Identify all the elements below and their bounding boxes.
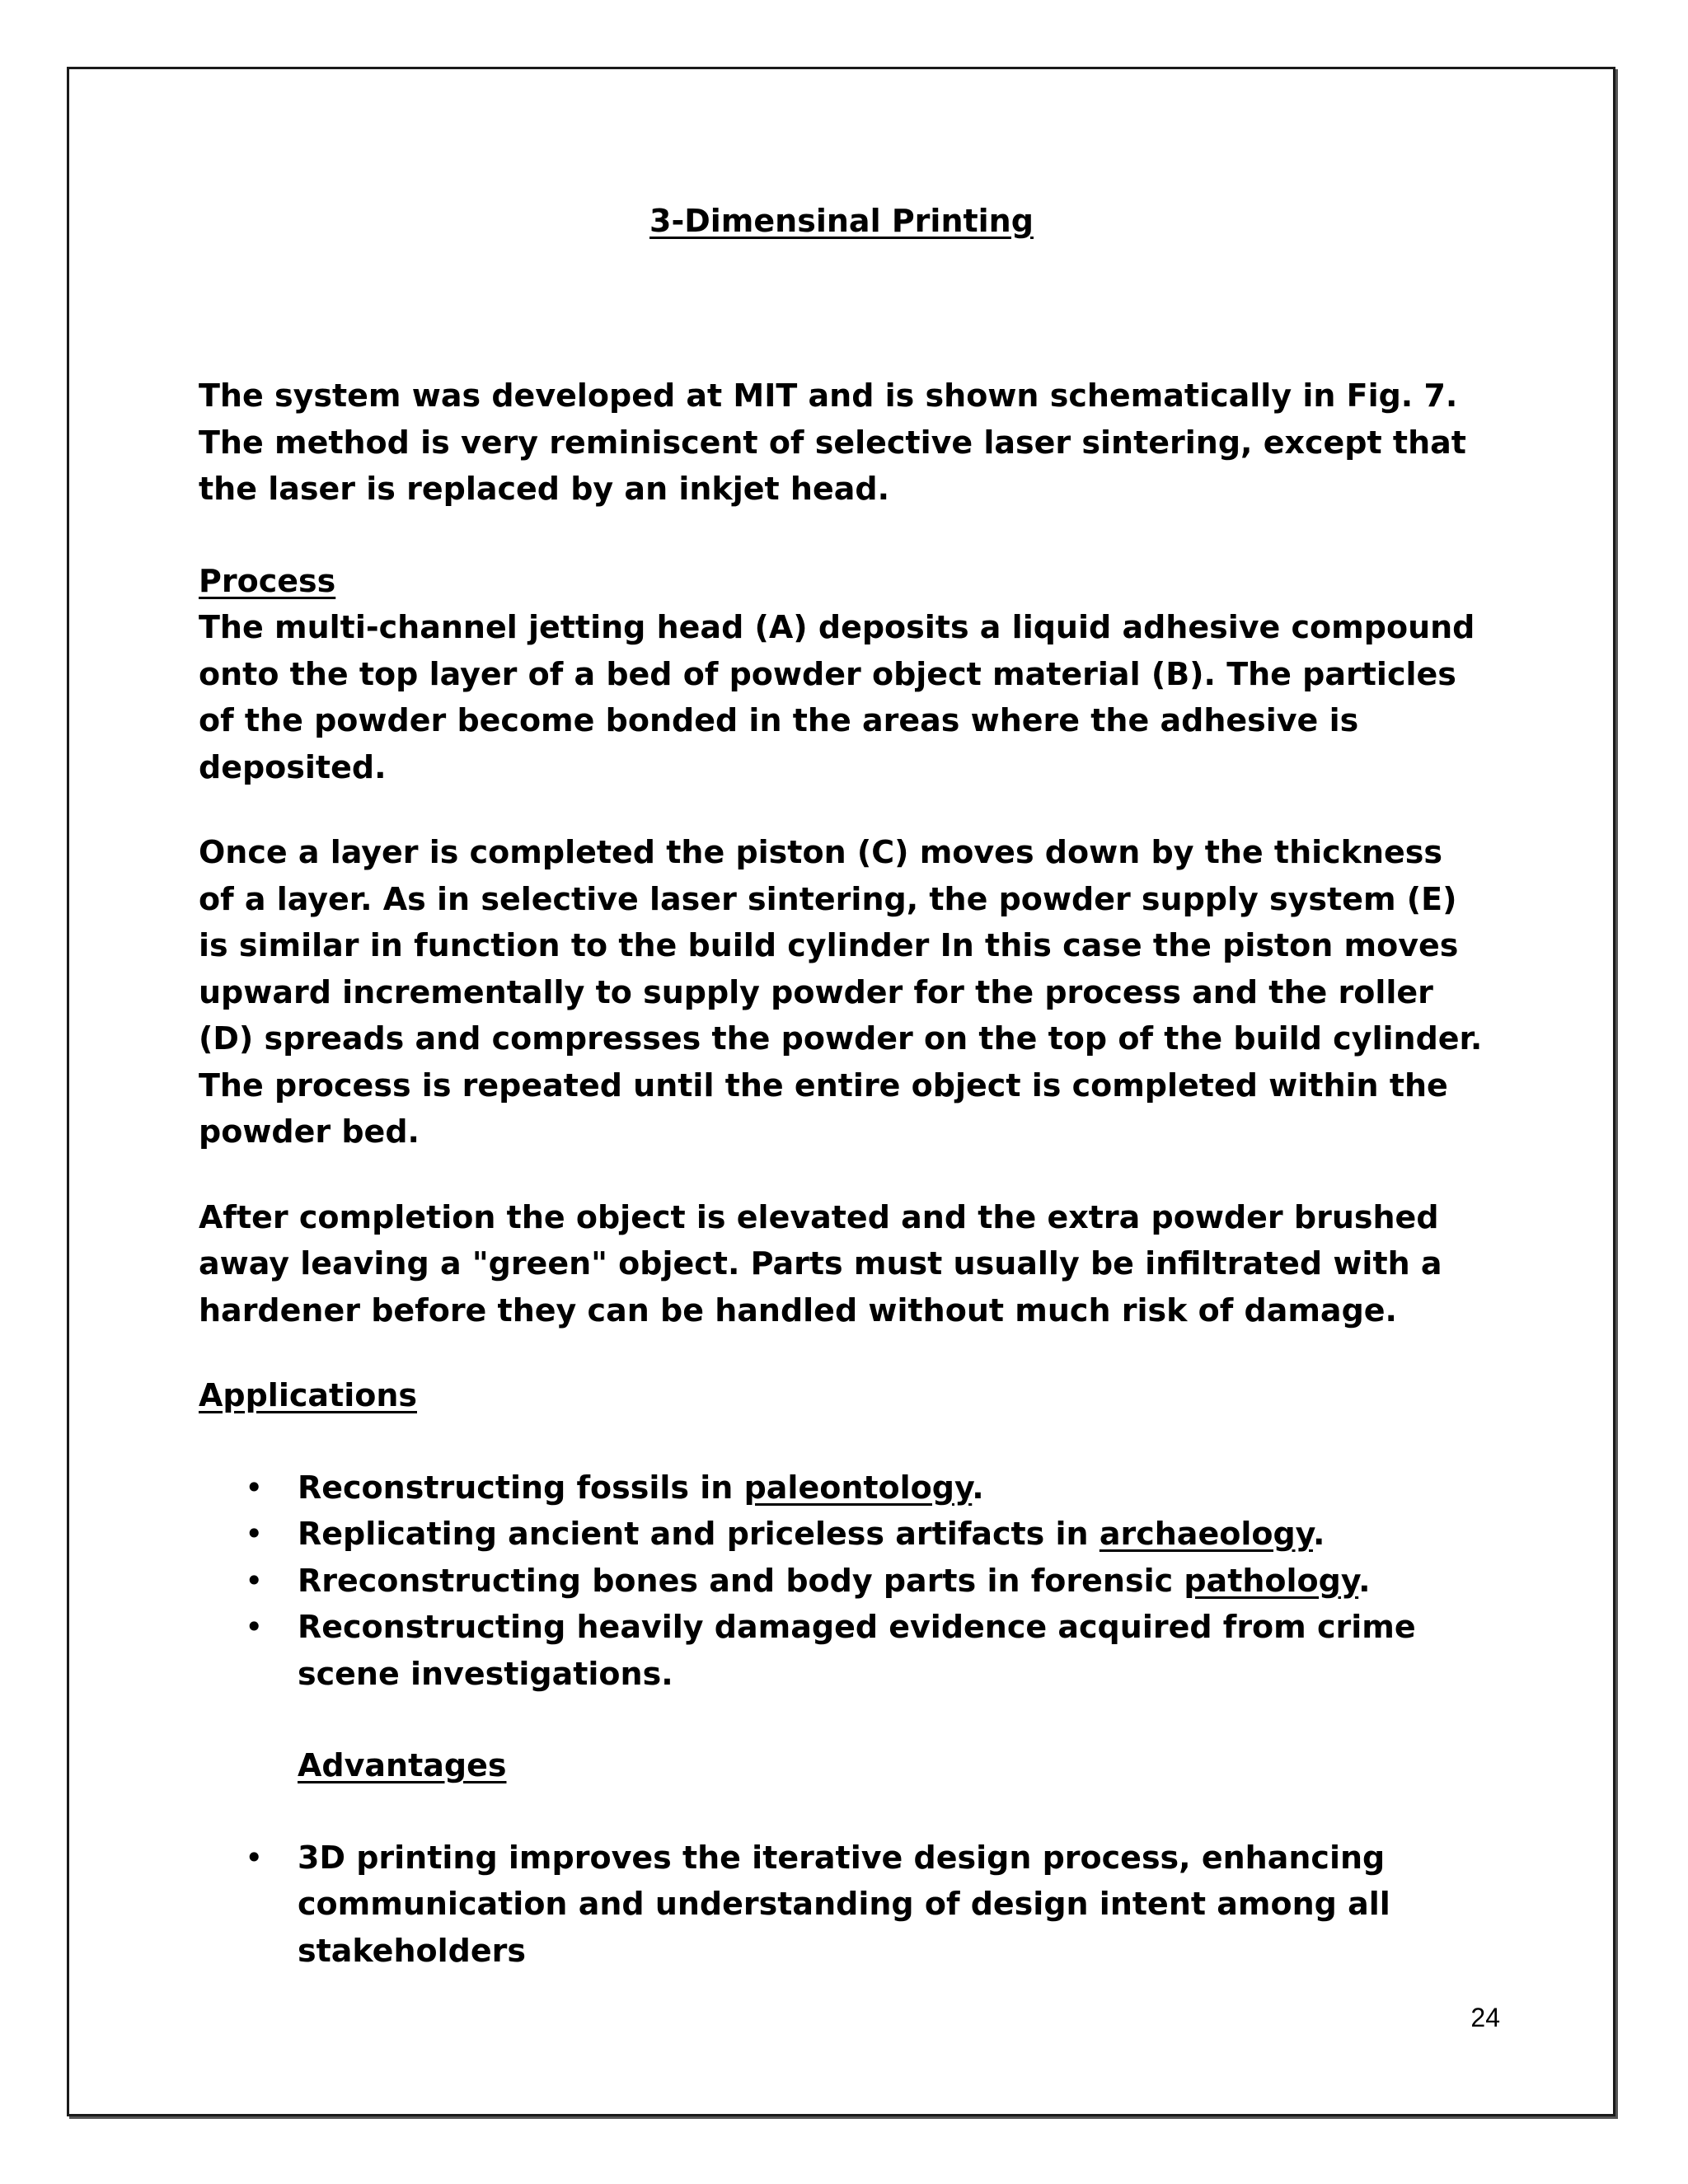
- list-item-suffix: .: [1358, 1562, 1371, 1599]
- intro-paragraph: The system was developed at MIT and is shown schematically in Fig. 7. The method is very reminiscent of selective laser sintering, except that the laser is replaced by an inkjet head.: [199, 377, 1466, 507]
- bullet-icon: •: [245, 1469, 264, 1506]
- list-item-text: Rreconstructing bones and body parts in forensic: [298, 1562, 1184, 1599]
- list-item: [199, 1465, 1484, 1511]
- list-item: [199, 1604, 1484, 1697]
- list-item-suffix: .: [1312, 1516, 1325, 1552]
- document-body: [199, 198, 1484, 1974]
- applications-heading: Applications: [199, 1377, 417, 1413]
- bullet-icon: •: [245, 1562, 264, 1599]
- page-title: 3-Dimensinal Printing: [649, 203, 1034, 239]
- process-paragraph-2: Once a layer is completed the piston (C) moves down by the thickness of a layer. As in selective laser sintering, the powder supply system (E) is similar in function to the build cylinder In this case the piston moves upward incrementally to supply powder for the process and the roller (D) spreads and compresses the powder on the top of the build cylinder. The process is repeated until the entire object is completed within the powder bed.: [199, 834, 1483, 1150]
- advantages-heading: Advantages: [298, 1747, 507, 1783]
- list-item: [199, 1558, 1484, 1605]
- process-paragraph-3: After completion the object is elevated and the extra powder brushed away leaving a "green" object. Parts must usually be infiltrated with a hardener before they can be handled without much risk of damage.: [199, 1198, 1442, 1329]
- list-item-text: 3D printing improves the iterative design process, enhancing communication and understanding of design intent among all stakeholders: [298, 1839, 1390, 1969]
- list-item: [199, 1835, 1484, 1975]
- paleontology-link[interactable]: paleontology: [743, 1469, 973, 1506]
- pathology-link[interactable]: pathology: [1184, 1562, 1359, 1599]
- process-heading: Process: [199, 562, 336, 599]
- list-item: [199, 1511, 1484, 1558]
- applications-list: [199, 1465, 1484, 1698]
- page-number: 24: [1470, 2003, 1500, 2032]
- archaeology-link[interactable]: archaeology: [1099, 1516, 1313, 1552]
- list-item-text: Reconstructing heavily damaged evidence acquired from crime scene investigations.: [298, 1609, 1416, 1692]
- list-item-suffix: .: [972, 1469, 984, 1506]
- advantages-list: [199, 1835, 1484, 1975]
- bullet-icon: •: [245, 1839, 264, 1876]
- bullet-icon: •: [245, 1609, 264, 1645]
- list-item-text: Reconstructing fossils in: [298, 1469, 744, 1506]
- bullet-icon: •: [245, 1516, 264, 1552]
- process-paragraph-1: The multi-channel jetting head (A) deposits a liquid adhesive compound onto the top layer of a bed of powder object material (B). The particles of the powder become bonded in the areas where the adhesive is deposited.: [199, 609, 1475, 785]
- list-item-text: Replicating ancient and priceless artifacts in: [298, 1516, 1100, 1552]
